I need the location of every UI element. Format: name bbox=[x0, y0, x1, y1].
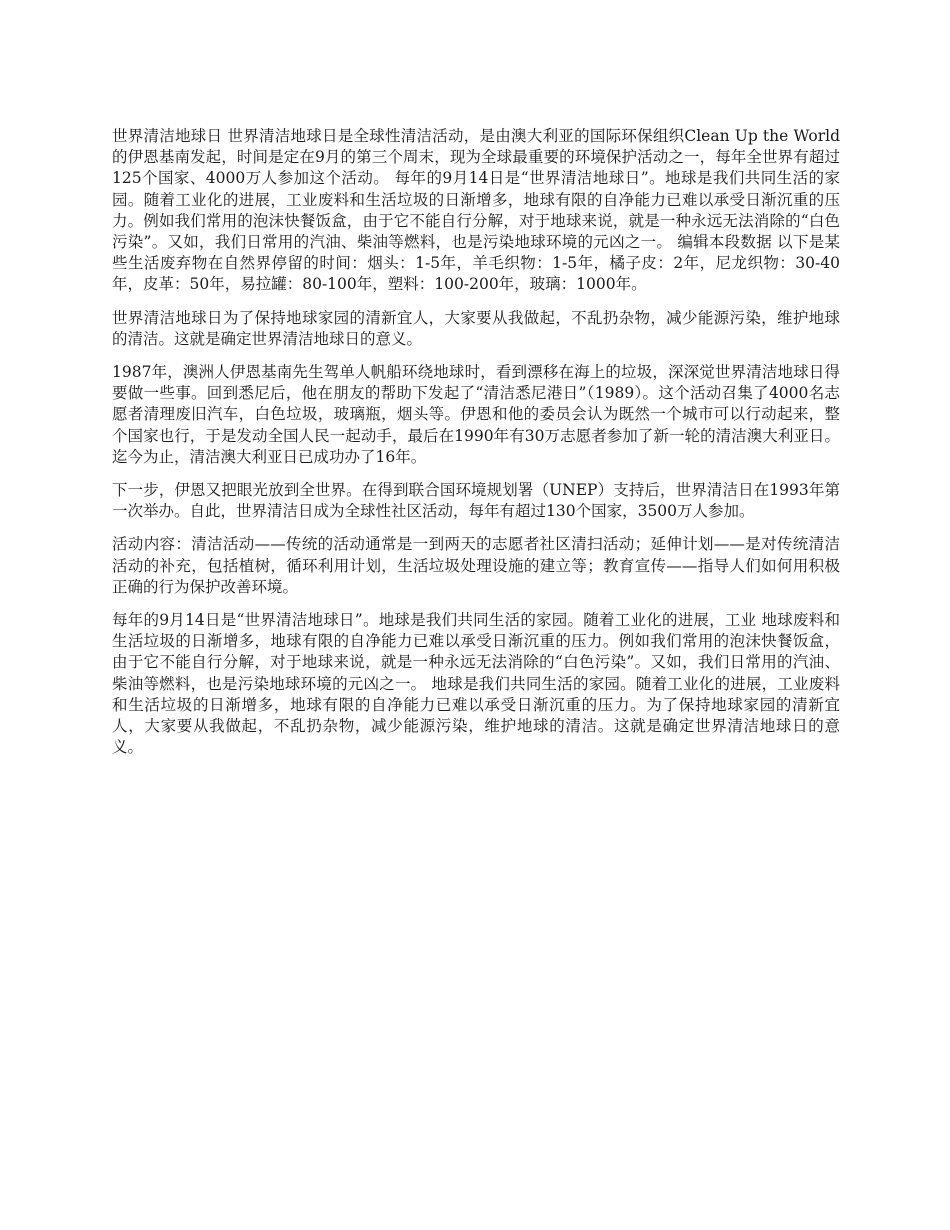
paragraph-closing: 每年的9月14日是“世界清洁地球日”。地球是我们共同生活的家园。随着工业化的进展，工业 地球废料和生活垃圾的日渐增多，地球有限的自净能力已难以承受日渐沉重的压力。例如我们常用的泡沫快餐饭盒，由于它不能自行分解，对于地球来说，就是一种永远无法消除的“白色污染”。又如，我们日常用的汽油、柴油等燃料，也是污染地球环境的元凶之一。 地球是我们共同生活的家园。随着工业化的进展，工业废料和生活垃圾的日渐增多，地球有限的自净能力已难以承受日渐沉重的压力。为了保持地球家园的清新宜人，大家要从我做起，不乱扔杂物，减少能源污染，维护地球的清洁。这就是确定世界清洁地球日的意义。 bbox=[112, 611, 840, 757]
paragraph-history: 1987年，澳洲人伊恩基南先生驾单人帆船环绕地球时，看到漂移在海上的垃圾，深深觉世界清洁地球日得要做一些事。回到悉尼后，他在朋友的帮助下发起了“清洁悉尼港日”（1989）。这个活动召集了4000名志愿者清理废旧汽车，白色垃圾，玻璃瓶，烟头等。伊恩和他的委员会认为既然一个城市可以行动起来，整个国家也行，于是发动全国人民一起动手，最后在1990年有30万志愿者参加了新一轮的清洁澳大利亚日。迄今为止，清洁澳大利亚日已成功办了16年。 bbox=[112, 363, 840, 466]
paragraph-meaning: 世界清洁地球日为了保持地球家园的清新宜人，大家要从我做起，不乱扔杂物，减少能源污染，维护地球的清洁。这就是确定世界清洁地球日的意义。 bbox=[112, 308, 840, 348]
paragraph-activities: 活动内容：清洁活动——传统的活动通常是一到两天的志愿者社区清扫活动；延伸计划——是对传统清洁活动的补充，包括植树，循环利用计划，生活垃圾处理设施的建立等；教育宣传——指导人们如何用积极正确的行为保护改善环境。 bbox=[112, 535, 840, 596]
document-page bbox=[112, 126, 840, 770]
paragraph-global: 下一步，伊恩又把眼光放到全世界。在得到联合国环境规划署（UNEP）支持后，世界清洁日在1993年第一次举办。自此，世界清洁日成为全球性社区活动，每年有超过130个国家，3500万人参加。 bbox=[112, 481, 840, 521]
paragraph-intro: 世界清洁地球日 世界清洁地球日是全球性清洁活动，是由澳大利亚的国际环保组织Clean Up the World的伊恩基南发起，时间是定在9月的第三个周末，现为全球最重要的环境保护活动之一，每年全世界有超过125个国家、4000万人参加这个活动。 每年的9月14日是“世界清洁地球日”。地球是我们共同生活的家园。随着工业化的进展，工业废料和生活垃圾的日渐增多，地球有限的自净能力已难以承受日渐沉重的压力。例如我们常用的泡沫快餐饭盒，由于它不能自行分解，对于地球来说，就是一种永远无法消除的“白色污染”。又如，我们日常用的汽油、柴油等燃料，也是污染地球环境的元凶之一。 编辑本段数据 以下是某些生活废弃物在自然界停留的时间：烟头：1-5年，羊毛织物：1-5年，橘子皮：2年，尼龙织物：30-40年，皮革：50年，易拉罐：80-100年，塑料：100-200年，玻璃：1000年。 bbox=[112, 127, 840, 294]
